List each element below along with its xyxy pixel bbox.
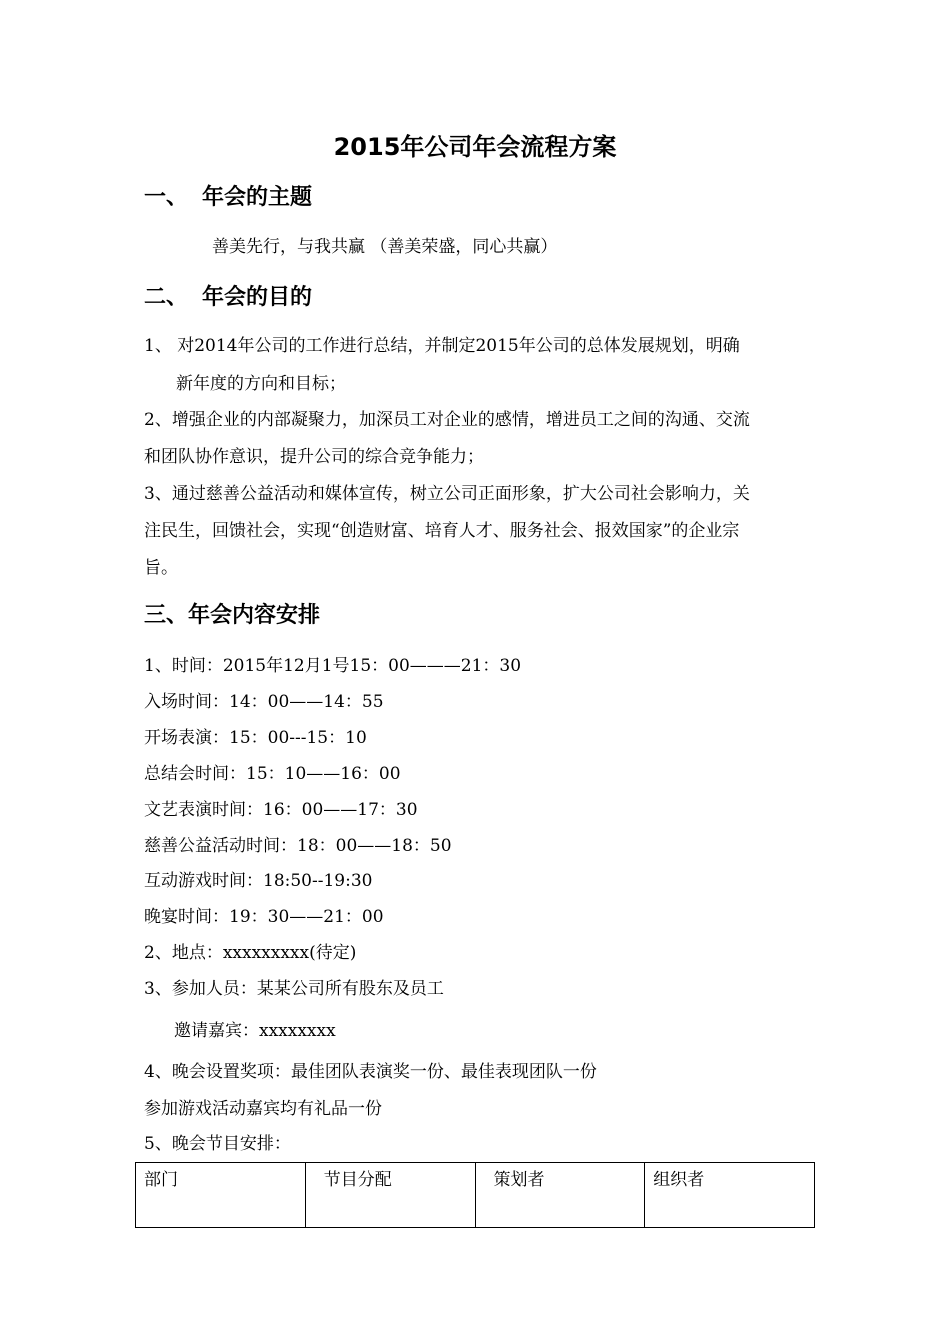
arrangement-line: 2、地点：xxxxxxxxx(待定) bbox=[144, 943, 357, 963]
table-header-cell: 部门 bbox=[136, 1163, 306, 1228]
section-number: 二、 bbox=[144, 285, 189, 310]
purpose-item-3-line-3: 旨。 bbox=[144, 558, 178, 578]
arrangement-line: 文艺表演时间：16：00——17：30 bbox=[144, 800, 418, 820]
section-heading-arrangement bbox=[144, 598, 320, 629]
section-title: 三、年会内容安排 bbox=[144, 603, 321, 628]
table-header-row bbox=[136, 1163, 815, 1228]
arrangement-line: 总结会时间：15：10——16：00 bbox=[144, 764, 401, 784]
purpose-item-2-line-2: 和团队协作意识，提升公司的综合竞争能力； bbox=[144, 447, 484, 467]
section-title: 年会的目的 bbox=[202, 285, 313, 310]
arrangement-line: 慈善公益活动时间：18：00——18：50 bbox=[144, 836, 452, 856]
arrangement-line: 邀请嘉宾：xxxxxxxx bbox=[174, 1021, 336, 1041]
program-table bbox=[135, 1162, 815, 1228]
section-heading-purpose bbox=[144, 280, 312, 311]
arrangement-line: 4、晚会设置奖项：最佳团队表演奖一份、最佳表现团队一份 bbox=[144, 1062, 597, 1082]
purpose-item-3-line-2: 注民生，回馈社会，实现“创造财富、培育人才、服务社会、报效国家”的企业宗 bbox=[144, 521, 740, 541]
section-number: 一、 bbox=[144, 185, 189, 210]
purpose-item-1-line-2: 新年度的方向和目标； bbox=[176, 374, 346, 394]
purpose-item-1-line-1: 1、 对2014年公司的工作进行总结，并制定2015年公司的总体发展规划，明确 bbox=[144, 336, 740, 356]
table-header-cell: 策划者 bbox=[475, 1163, 645, 1228]
section-heading-theme bbox=[144, 180, 312, 211]
arrangement-line: 3、参加人员：某某公司所有股东及员工 bbox=[144, 979, 444, 999]
theme-text: 善美先行，与我共赢 （善美荣盛，同心共赢） bbox=[212, 237, 558, 257]
table-header-cell: 组织者 bbox=[645, 1163, 815, 1228]
table-header-cell: 节目分配 bbox=[305, 1163, 475, 1228]
arrangement-line: 互动游戏时间：18:50--19:30 bbox=[144, 871, 373, 891]
purpose-item-3-line-1: 3、通过慈善公益活动和媒体宣传，树立公司正面形象，扩大公司社会影响力，关 bbox=[144, 484, 750, 504]
arrangement-line: 5、晚会节目安排： bbox=[144, 1134, 291, 1154]
arrangement-line: 晚宴时间：19：30——21：00 bbox=[144, 907, 384, 927]
document-title: 2015年公司年会流程方案 bbox=[333, 133, 617, 161]
arrangement-line: 入场时间：14：00——14：55 bbox=[144, 692, 384, 712]
purpose-item-2-line-1: 2、增强企业的内部凝聚力，加深员工对企业的感情，增进员工之间的沟通、交流 bbox=[144, 410, 750, 430]
arrangement-line: 开场表演：15：00---15：10 bbox=[144, 728, 367, 748]
section-title: 年会的主题 bbox=[202, 185, 313, 210]
arrangement-line: 1、时间：2015年12月1号15：00———21：30 bbox=[144, 656, 522, 676]
arrangement-line: 参加游戏活动嘉宾均有礼品一份 bbox=[144, 1099, 382, 1119]
